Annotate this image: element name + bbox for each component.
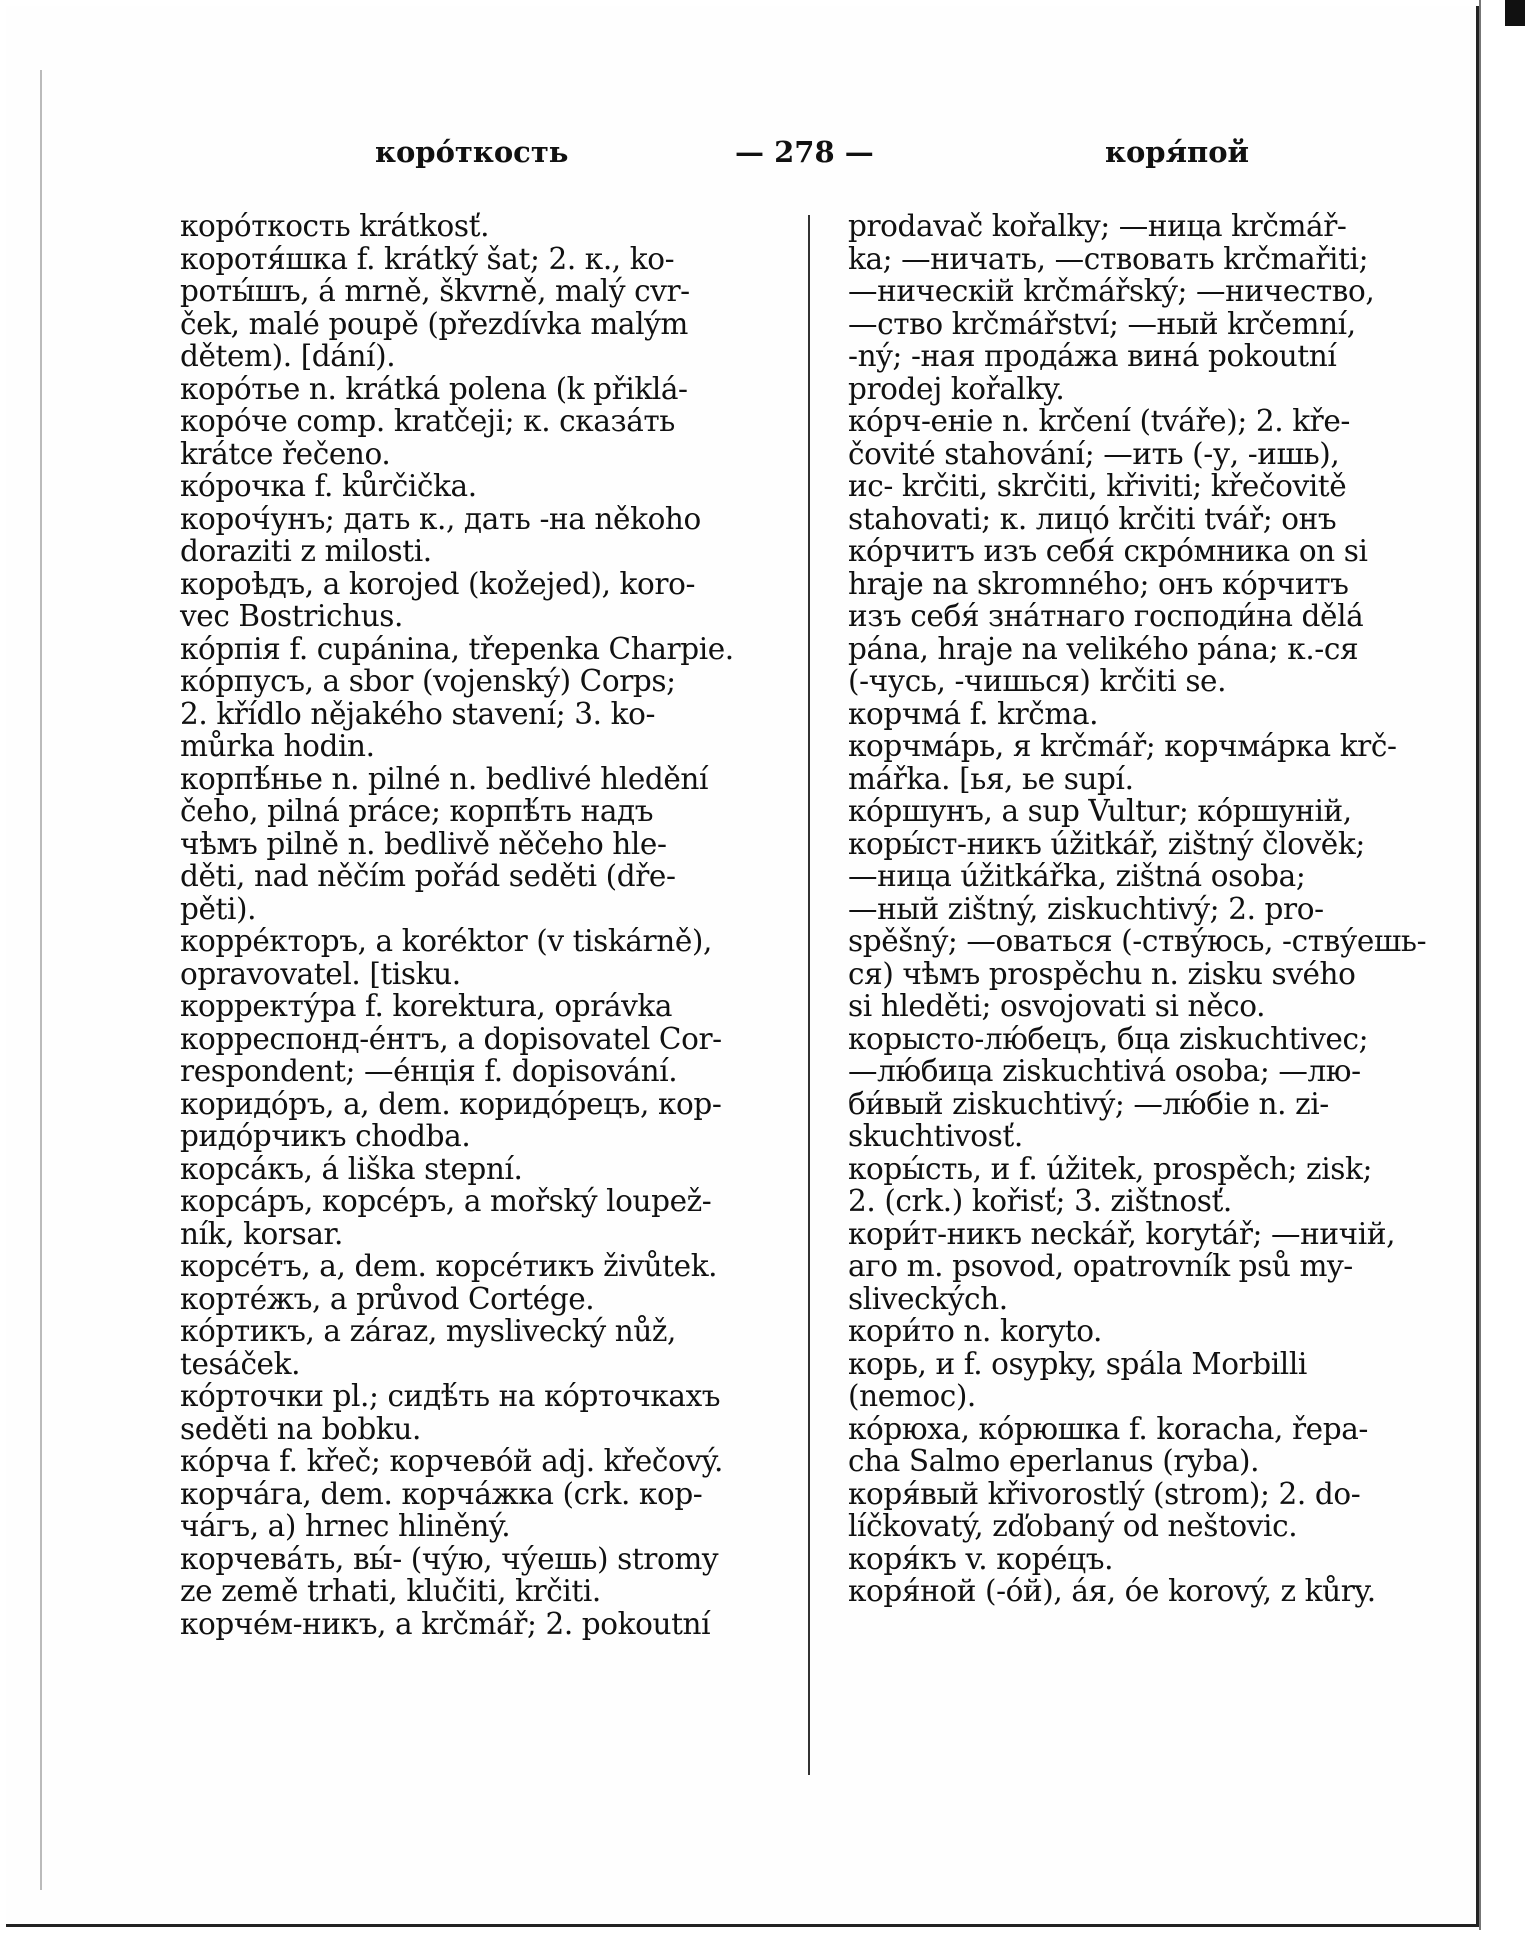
dictionary-line: čeho, pilná práce; корпѣ́ть надъ <box>180 794 654 828</box>
page-edge-rule <box>40 70 42 1890</box>
dictionary-line: корчма́рь, я krčmář; корчма́рка krč- <box>848 729 1397 763</box>
dictionary-line: короѣдъ, a korojed (kožejed), koro- <box>180 566 696 601</box>
dictionary-line: корче́м-никъ, a krčmář; 2. pokoutní <box>180 1606 711 1641</box>
dictionary-line: ček, malé poupě (přezdívka malým <box>180 306 688 341</box>
dictionary-line: můrka hodin. <box>180 729 375 763</box>
header-last-entry: коря́пой <box>1105 135 1250 169</box>
dictionary-line: ча́гъ, a) hrnec hliněný. <box>180 1509 511 1543</box>
dictionary-line: ко́рпія f. cupánina, třepenka Charpie. <box>180 631 734 666</box>
left-column <box>180 210 780 1640</box>
right-column <box>848 210 1428 1608</box>
dictionary-line: ко́рча f. křeč; корчево́й adj. křečový. <box>180 1444 723 1478</box>
dictionary-line: коро́ткость krátkosť. <box>180 209 490 243</box>
dictionary-line: tesáček. <box>180 1346 301 1381</box>
dictionary-line: si hleděti; osvojovati si něco. <box>848 989 1266 1023</box>
dictionary-line: ся) чѣмъ prospěchu n. zisku svého <box>848 956 1356 991</box>
page-fold-rule <box>1479 0 1481 1930</box>
dictionary-line: ко́рпусъ, a sbor (vojenský) Corps; <box>180 664 676 698</box>
dictionary-line: корреспонд-е́нтъ, a dopisovatel Cor- <box>180 1021 722 1056</box>
dictionary-line: корысто-лю́бецъ, бца ziskuchtivec; <box>848 1021 1369 1056</box>
dictionary-line: seděti na bobku. <box>180 1411 421 1446</box>
dictionary-line: sliveckých. <box>848 1281 1008 1316</box>
dictionary-line: коря́ной (-о́й), áя, óe korový, z kůry. <box>848 1574 1376 1608</box>
dictionary-line: stahovati; к. лицо́ krčiti tvář; онъ <box>848 501 1337 536</box>
dictionary-line: коротя́шка f. krátký šat; 2. к., ko- <box>180 241 675 276</box>
dictionary-line: би́вый ziskuchtivý; —лю́біе n. zi- <box>848 1086 1329 1121</box>
dictionary-line: ко́рочка f. kůrčička. <box>180 469 477 503</box>
dictionary-line: ко́ршунъ, a sup Vultur; ко́ршуній, <box>848 794 1352 828</box>
dictionary-line: ко́рчитъ изъ себя́ скро́мника on si <box>848 534 1368 568</box>
dictionary-line: ník, korsar. <box>180 1216 343 1251</box>
dictionary-line: изъ себя́ зна́тнаго господи́на dělá <box>848 599 1364 633</box>
dictionary-line: spěšný; —оваться (-ству́юсь, -ству́ешь- <box>848 924 1427 958</box>
dictionary-line: ко́ртикъ, a záraz, myslivecký nůž, <box>180 1314 677 1348</box>
dictionary-line: ко́рточки pl.; сидѣ́ть на ко́рточкахъ <box>180 1379 721 1413</box>
dictionary-line: роты́шъ, á mrně, škvrně, malý cvr- <box>180 274 690 308</box>
dictionary-line: skuchtivosť. <box>848 1119 1023 1153</box>
dictionary-line: pěti). <box>180 891 257 926</box>
dictionary-line: respondent; —е́нція f. dopisování. <box>180 1054 678 1088</box>
dictionary-line: krátce řečeno. <box>180 436 391 471</box>
dictionary-line: аго m. psovod, opatrovník psů my- <box>848 1249 1353 1283</box>
dictionary-line: корса́ръ, корсе́ръ, a mořský loupež- <box>180 1184 712 1218</box>
dictionary-line: коро́че comp. kratčeji; к. сказа́ть <box>180 404 675 438</box>
column-divider <box>808 215 810 1775</box>
dictionary-line: корчма́ f. krčma. <box>848 696 1099 731</box>
dictionary-line: ze země trhati, klučiti, krčiti. <box>180 1574 601 1608</box>
dictionary-line: 2. (crk.) kořisť; 3. zištnosť. <box>848 1184 1232 1218</box>
dictionary-line: ко́рч-еніе n. krčení (tváře); 2. kře- <box>848 404 1350 438</box>
dictionary-line: ис- krčiti, skrčiti, křiviti; křečovitě <box>848 469 1347 503</box>
dictionary-line: короч́унъ; дать к., дать -на někoho <box>180 501 701 536</box>
dictionary-line: ka; —ничать, —ствовать krčmařiti; <box>848 241 1369 276</box>
dictionary-line: vec Bostrichus. <box>180 599 404 633</box>
dictionary-line: —ство krčmářství; —ный krčemní, <box>848 306 1356 341</box>
dictionary-line: корсе́тъ, a, dem. корсе́тикъ živůtek. <box>180 1249 718 1283</box>
dictionary-line: ридо́рчикъ chodba. <box>180 1119 471 1153</box>
dictionary-line: —ный zištný, ziskuchtivý; 2. pro- <box>848 891 1324 926</box>
dictionary-line: mářka. [ья, ье supí. <box>848 761 1134 796</box>
dictionary-line: (nemoc). <box>848 1379 976 1413</box>
running-header <box>0 135 1525 175</box>
dictionary-line: pána, hraje na velikého pána; к.-ся <box>848 631 1359 666</box>
dictionary-line: opravovatel. [tisku. <box>180 956 461 991</box>
dictionary-line: dětem). [dání). <box>180 339 396 373</box>
dictionary-line: корректу́ра f. korektura, oprávka <box>180 989 673 1023</box>
dictionary-line: кори́т-никъ neckář, korytář; —ничій, <box>848 1216 1396 1251</box>
page-number: — 278 — <box>735 135 874 169</box>
dictionary-line: prodej kořalky. <box>848 371 1065 406</box>
dictionary-line: коря́къ v. коре́цъ. <box>848 1541 1114 1576</box>
dictionary-line: ко́рюха, ко́рюшка f. koracha, řepa- <box>848 1411 1368 1446</box>
dictionary-line: (-чусь, -чишься) krčiti se. <box>848 664 1227 698</box>
dictionary-line: líčkovatý, zďobaný od neštovic. <box>848 1509 1298 1543</box>
dictionary-line: корса́къ, á liška stepní. <box>180 1151 523 1186</box>
dictionary-line: корре́кторъ, a koréktor (v tiskárně), <box>180 924 712 958</box>
dictionary-line: корь, и f. osypky, spála Morbilli <box>848 1346 1307 1381</box>
dictionary-line: hraje na skromného; онъ ко́рчитъ <box>848 566 1349 601</box>
dictionary-line: -ný; -ная прода́жа вина́ pokoutní <box>848 339 1337 373</box>
dictionary-line: děti, nad něčím pořád seděti (dře- <box>180 859 676 893</box>
dictionary-line: —ница úžitkářka, zištná osoba; <box>848 859 1306 893</box>
dictionary-line: корте́жъ, a průvod Cortége. <box>180 1281 595 1316</box>
dictionary-line: чѣмъ pilně n. bedlivě něčeho hle- <box>180 826 667 861</box>
dictionary-line: коря́вый křivorostlý (strom); 2. do- <box>848 1476 1361 1511</box>
dictionary-line: prodavač kořalky; —ница krčmář- <box>848 209 1347 243</box>
scan-corner-mark <box>1505 0 1525 26</box>
dictionary-line: cha Salmo eperlanus (ryba). <box>848 1444 1260 1478</box>
header-first-entry: коро́ткость <box>375 135 569 169</box>
dictionary-line: —лю́бица ziskuchtivá osoba; —лю- <box>848 1054 1361 1088</box>
dictionary-line: корпѣ́нье n. pilné n. bedlivé hledění <box>180 761 709 796</box>
dictionary-line: корча́га, dem. корча́жка (crk. кор- <box>180 1476 703 1511</box>
dictionary-line: čovité stahování; —ить (-у, -ишь), <box>848 436 1340 471</box>
dictionary-line: коридо́ръ, a, dem. коридо́рецъ, кор- <box>180 1086 722 1121</box>
dictionary-line: —ническій krčmářský; —ничество, <box>848 274 1375 308</box>
dictionary-line: коро́тье n. krátká polena (k přiklá- <box>180 371 688 406</box>
dictionary-line: корчева́ть, вы́- (чу́ю, чу́ешь) stromy <box>180 1541 719 1576</box>
dictionary-line: doraziti z milosti. <box>180 534 432 568</box>
dictionary-line: коры́ст-никъ úžitkář, zištný člověk; <box>848 826 1365 861</box>
dictionary-line: 2. křídlo nějakého stavení; 3. ko- <box>180 696 656 731</box>
dictionary-line: коры́сть, и f. úžitek, prospěch; zisk; <box>848 1151 1372 1186</box>
dictionary-line: кори́то n. koryto. <box>848 1314 1103 1348</box>
